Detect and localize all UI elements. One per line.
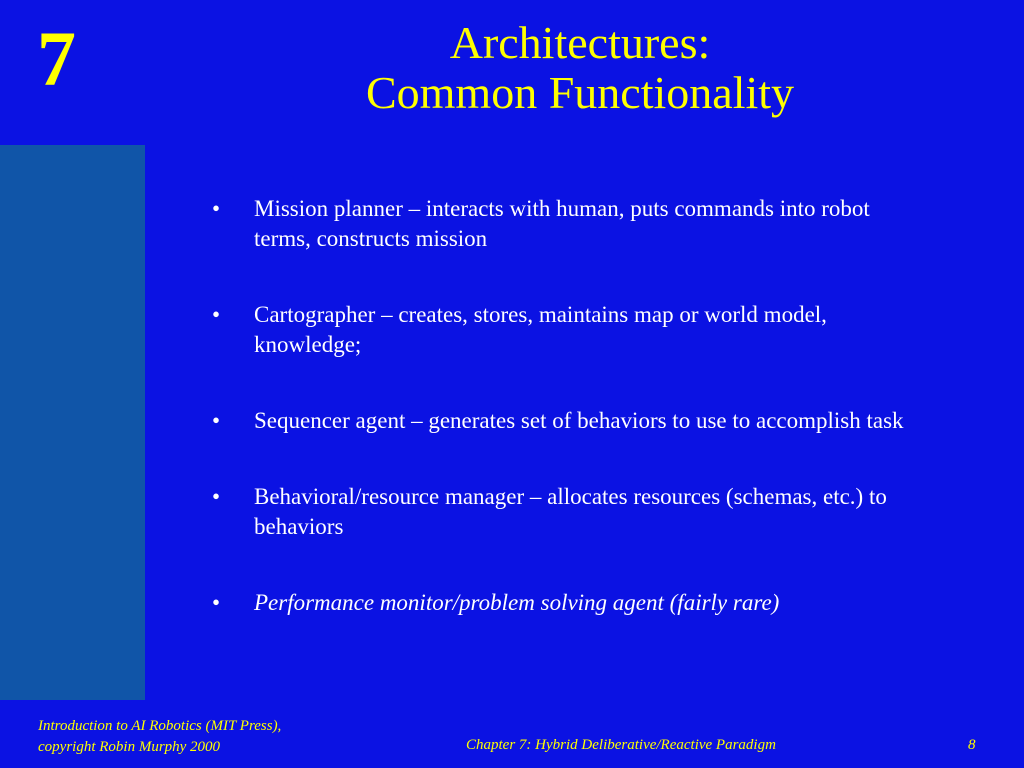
side-panel [0, 145, 145, 700]
slide-title [250, 18, 910, 118]
bullet-mark: • [212, 302, 221, 327]
title-line-1: Architectures: [449, 17, 711, 68]
chapter-number: 7 [37, 15, 76, 102]
bullet-mark: • [212, 196, 221, 221]
bullet-mark: • [212, 408, 221, 433]
bullet-text: Sequencer agent – generates set of behaviors to use to accomplish task [254, 408, 904, 433]
bullet-text: Performance monitor/problem solving agent (fairly rare) [254, 590, 780, 615]
bullet-mark: • [212, 590, 221, 615]
bullet-text: Mission planner – interacts with human, puts commands into robot terms, constructs mission [254, 196, 870, 251]
footer-chapter-title: Chapter 7: Hybrid Deliberative/Reactive Paradigm [466, 737, 776, 753]
footer-copyright [38, 716, 378, 758]
bullet-behavioral-resource-manager [212, 482, 912, 542]
bullet-performance-monitor [212, 588, 912, 618]
bullet-list [212, 194, 912, 664]
bullet-cartographer [212, 300, 912, 360]
footer-left-line-1: Introduction to AI Robotics (MIT Press), [38, 718, 282, 734]
bullet-sequencer-agent [212, 406, 912, 436]
footer-left-line-2: copyright Robin Murphy 2000 [38, 739, 221, 755]
bullet-mark: • [212, 484, 221, 509]
bullet-text: Behavioral/resource manager – allocates resources (schemas, etc.) to behaviors [254, 484, 887, 539]
footer-page-number: 8 [968, 737, 976, 753]
title-line-2: Common Functionality [365, 67, 795, 118]
bullet-mission-planner [212, 194, 912, 254]
bullet-text: Cartographer – creates, stores, maintains map or world model, knowledge; [254, 302, 827, 357]
